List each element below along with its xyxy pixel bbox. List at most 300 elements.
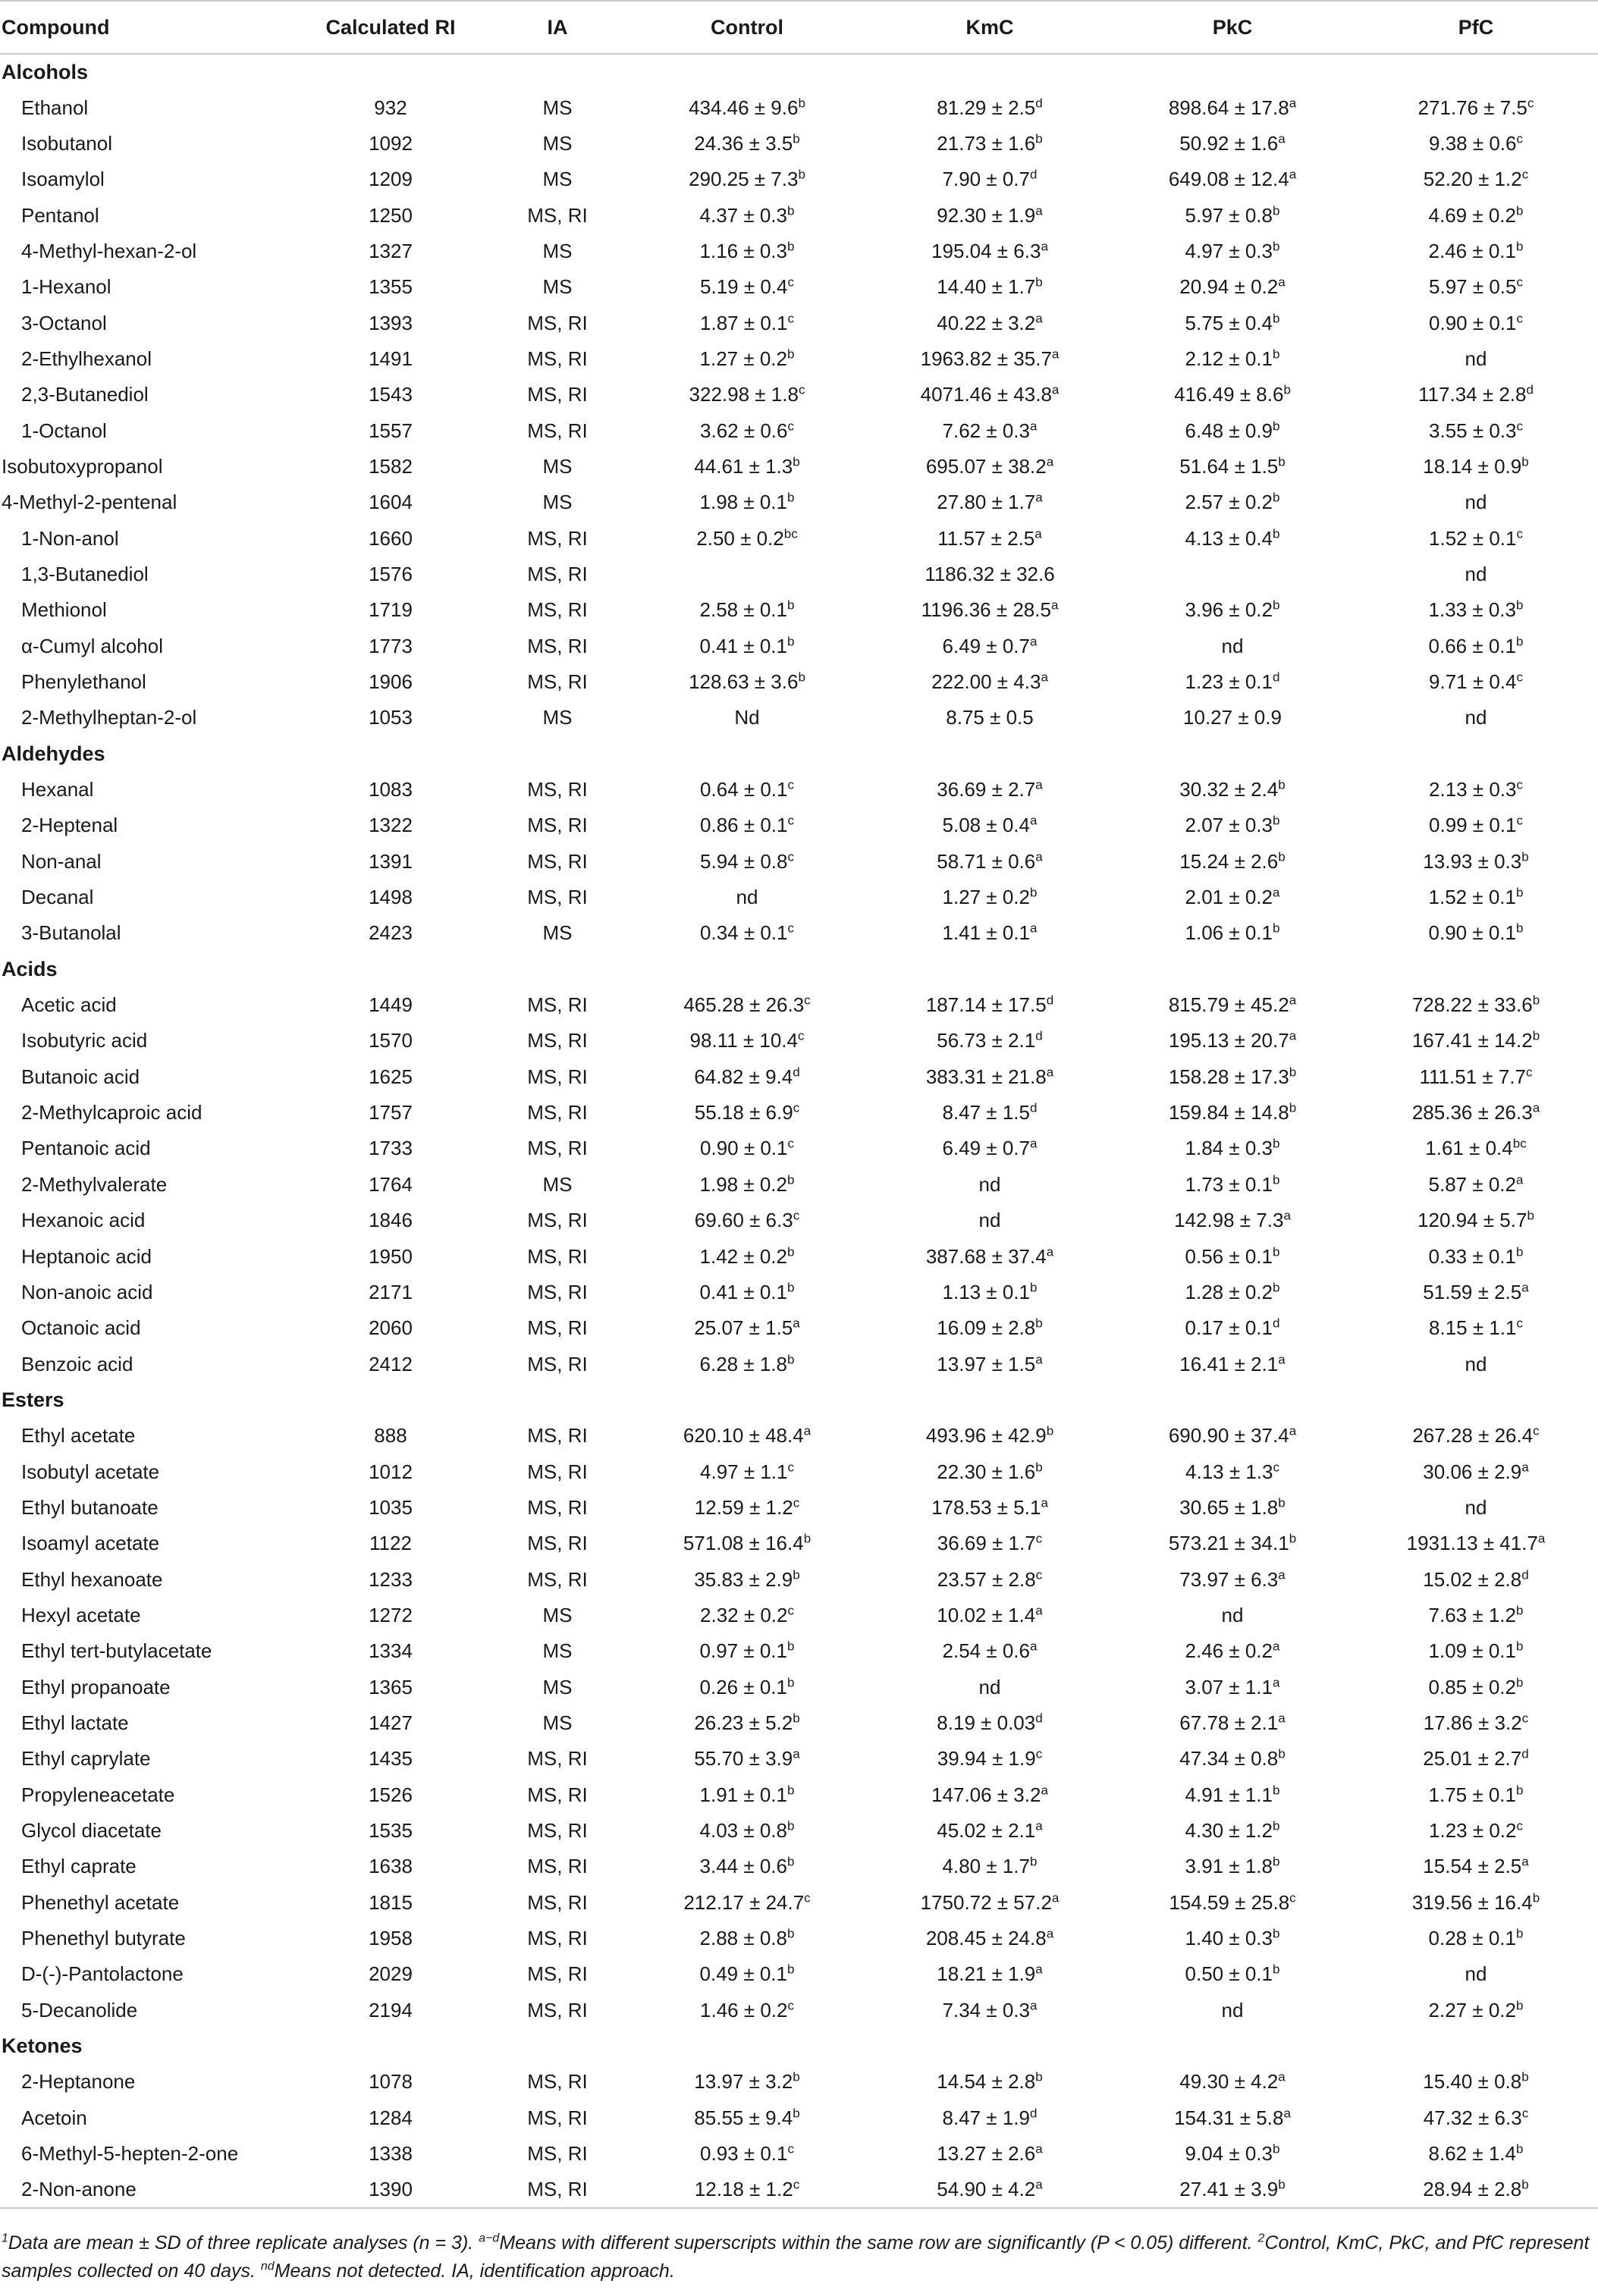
kmc-value-cell bbox=[868, 1059, 1111, 1095]
mean-sd-value: 0.86 ± 0.1 bbox=[700, 814, 788, 837]
mean-sd-value: 0.26 ± 0.1 bbox=[699, 1675, 787, 1698]
compound-name: Phenethyl butyrate bbox=[21, 1927, 186, 1950]
mean-sd-value: 128.63 ± 3.6 bbox=[689, 670, 799, 694]
mean-sd-value: 8.19 ± 0.03 bbox=[937, 1711, 1036, 1734]
mean-sd-value: 4.37 ± 0.3 bbox=[699, 203, 787, 227]
mean-sd-value: 0.34 ± 0.1 bbox=[700, 921, 788, 945]
ia-cell: MS, RI bbox=[527, 1783, 588, 1806]
ia-cell: MS, RI bbox=[489, 2172, 626, 2207]
significance-superscript: b bbox=[787, 202, 795, 218]
control-value-cell bbox=[626, 1059, 868, 1095]
mean-sd-value: nd bbox=[1465, 1352, 1487, 1375]
table-row bbox=[0, 2136, 1598, 2172]
pkc-value-cell bbox=[1111, 1454, 1354, 1489]
mean-sd-value: 5.97 ± 0.5 bbox=[1429, 275, 1517, 299]
significance-superscript: a bbox=[1521, 1280, 1529, 1295]
calculated-ri-cell: 1284 bbox=[369, 2106, 413, 2129]
pfc-value-cell bbox=[1354, 89, 1598, 125]
table-row bbox=[0, 2100, 1598, 2136]
mean-sd-value: 7.34 ± 0.3 bbox=[942, 1998, 1030, 2022]
header-compound: Compound bbox=[0, 1, 292, 54]
mean-sd-value: 4.97 ± 0.3 bbox=[1185, 239, 1273, 262]
footnote-text: Data are mean ± SD of three replicate analyses (n = 3). bbox=[8, 2232, 479, 2254]
kmc-value-cell bbox=[868, 664, 1111, 700]
control-value-cell bbox=[626, 1418, 868, 1454]
ia-cell: MS, RI bbox=[527, 598, 588, 622]
significance-superscript: b bbox=[787, 1351, 795, 1366]
pkc-value-cell bbox=[1111, 1490, 1354, 1526]
pkc-value-cell bbox=[1111, 1741, 1354, 1777]
header-calculated-ri: Calculated RI bbox=[292, 1, 489, 54]
mean-sd-value: 0.90 ± 0.1 bbox=[1429, 311, 1517, 334]
control-value-cell bbox=[626, 2136, 868, 2172]
significance-superscript: a bbox=[1030, 634, 1038, 649]
mean-sd-value: 13.97 ± 3.2 bbox=[694, 2070, 793, 2094]
pkc-value-cell bbox=[1111, 1203, 1354, 1238]
mean-sd-value: 39.94 ± 1.9 bbox=[937, 1747, 1036, 1771]
table-row bbox=[0, 126, 1598, 162]
significance-superscript: b bbox=[787, 1172, 795, 1187]
pkc-value-cell bbox=[1111, 377, 1354, 412]
mean-sd-value: 7.62 ± 0.3 bbox=[942, 419, 1030, 442]
control-value-cell bbox=[626, 1490, 868, 1526]
mean-sd-value: 52.20 ± 1.2 bbox=[1423, 168, 1522, 191]
ia-cell: MS, RI bbox=[527, 1855, 588, 1878]
compound-name: 1-Hexanol bbox=[21, 275, 111, 299]
pfc-value-cell bbox=[1354, 2172, 1598, 2207]
compound-name: 1,3-Butanediol bbox=[21, 562, 149, 585]
pfc-value-cell bbox=[1354, 1705, 1598, 1741]
kmc-value-cell bbox=[868, 234, 1111, 269]
table-row bbox=[0, 1346, 1598, 1382]
mean-sd-value: 8.75 ± 0.5 bbox=[946, 706, 1034, 729]
significance-superscript: b bbox=[1035, 131, 1043, 146]
pkc-value-cell bbox=[1111, 1059, 1354, 1095]
significance-superscript: c bbox=[1526, 1065, 1533, 1080]
mean-sd-value: 1196.36 ± 28.5 bbox=[921, 598, 1051, 622]
table-row bbox=[0, 1956, 1598, 1992]
kmc-value-cell bbox=[868, 305, 1111, 340]
mean-sd-value: 434.46 ± 9.6 bbox=[689, 96, 799, 119]
mean-sd-value: 6.48 ± 0.9 bbox=[1185, 419, 1273, 442]
significance-superscript: c bbox=[787, 813, 794, 828]
compound-name: 4-Methyl-hexan-2-ol bbox=[21, 239, 197, 262]
mean-sd-value: nd bbox=[978, 1675, 1001, 1698]
significance-superscript: a bbox=[1278, 131, 1286, 146]
pfc-value-cell bbox=[1354, 808, 1598, 843]
pfc-value-cell bbox=[1354, 1490, 1598, 1526]
pkc-value-cell bbox=[1111, 1813, 1354, 1849]
calculated-ri-cell: 1393 bbox=[369, 311, 413, 334]
significance-superscript: c bbox=[787, 1603, 794, 1618]
significance-superscript: c bbox=[1521, 1711, 1529, 1726]
compound-name: 4-Methyl-2-pentenal bbox=[2, 491, 177, 514]
significance-superscript: b bbox=[1278, 1746, 1286, 1761]
significance-superscript: c bbox=[1516, 1818, 1523, 1833]
mean-sd-value: 12.18 ± 1.2 bbox=[694, 2177, 793, 2200]
significance-superscript: c bbox=[787, 2141, 794, 2156]
significance-superscript: b bbox=[1035, 1316, 1043, 1331]
calculated-ri-cell: 1012 bbox=[369, 1460, 413, 1483]
pkc-value-cell bbox=[1111, 1238, 1354, 1274]
calculated-ri-cell: 1570 bbox=[369, 1029, 413, 1052]
control-value-cell bbox=[626, 629, 868, 664]
mean-sd-value: 2.50 ± 0.2 bbox=[696, 526, 784, 550]
kmc-value-cell bbox=[868, 2064, 1111, 2100]
mean-sd-value: 2.32 ± 0.2 bbox=[700, 1603, 788, 1626]
significance-superscript: b bbox=[1516, 885, 1524, 900]
mean-sd-value: 1.73 ± 0.1 bbox=[1185, 1172, 1273, 1196]
mean-sd-value: 158.28 ± 17.3 bbox=[1168, 1065, 1289, 1088]
table-row bbox=[0, 162, 1598, 197]
calculated-ri-cell: 2171 bbox=[369, 1280, 413, 1303]
significance-superscript: c bbox=[1516, 1316, 1523, 1331]
control-value-cell bbox=[626, 2100, 868, 2136]
calculated-ri-cell: 1846 bbox=[369, 1209, 413, 1232]
calculated-ri-cell: 1757 bbox=[369, 1101, 413, 1124]
ia-cell: MS bbox=[542, 921, 573, 945]
ia-cell: MS, RI bbox=[527, 1532, 588, 1555]
compound-name: Methionol bbox=[21, 598, 107, 622]
calculated-ri-cell: 1334 bbox=[369, 1639, 413, 1663]
table-row bbox=[0, 664, 1598, 700]
mean-sd-value: 1.16 ± 0.3 bbox=[699, 239, 787, 262]
significance-superscript: b bbox=[1273, 921, 1280, 936]
mean-sd-value: 47.32 ± 6.3 bbox=[1423, 2106, 1522, 2129]
significance-superscript: c bbox=[797, 1028, 805, 1043]
table-row bbox=[0, 1418, 1598, 1454]
pfc-value-cell bbox=[1354, 1095, 1598, 1131]
compound-name: Benzoic acid bbox=[21, 1352, 133, 1375]
calculated-ri-cell: 1391 bbox=[369, 849, 413, 873]
table-row bbox=[0, 197, 1598, 233]
mean-sd-value: nd bbox=[1465, 1495, 1487, 1519]
significance-superscript: c bbox=[798, 382, 805, 397]
table-row bbox=[0, 1526, 1598, 1561]
table-row bbox=[0, 1669, 1598, 1705]
control-value-cell bbox=[626, 808, 868, 843]
significance-superscript: b bbox=[787, 598, 795, 613]
table-row bbox=[0, 1203, 1598, 1238]
category-label: Alcohols bbox=[2, 60, 89, 83]
control-value-cell bbox=[626, 1131, 868, 1166]
significance-superscript: a bbox=[1035, 490, 1043, 505]
significance-superscript: b bbox=[803, 1531, 812, 1546]
significance-superscript: a bbox=[1034, 525, 1042, 541]
mean-sd-value: 85.55 ± 9.4 bbox=[694, 2106, 793, 2129]
mean-sd-value: 1.28 ± 0.2 bbox=[1185, 1280, 1273, 1303]
compound-name: 2-Heptanone bbox=[21, 2070, 136, 2094]
significance-superscript: c bbox=[1516, 418, 1523, 433]
significance-superscript: b bbox=[1273, 1244, 1280, 1259]
control-value-cell bbox=[626, 1956, 868, 1992]
compound-name: Octanoic acid bbox=[21, 1316, 141, 1340]
mean-sd-value: 690.90 ± 37.4 bbox=[1168, 1424, 1289, 1448]
pkc-value-cell bbox=[1111, 197, 1354, 233]
pfc-value-cell bbox=[1354, 520, 1598, 556]
mean-sd-value: 1.09 ± 0.1 bbox=[1428, 1639, 1516, 1663]
pfc-value-cell bbox=[1354, 629, 1598, 664]
kmc-value-cell bbox=[868, 1203, 1111, 1238]
calculated-ri-cell: 1122 bbox=[369, 1532, 412, 1555]
pkc-value-cell bbox=[1111, 592, 1354, 628]
ia-cell: MS bbox=[542, 491, 573, 514]
significance-superscript: a bbox=[1041, 1495, 1048, 1510]
compound-name: Ethyl acetate bbox=[21, 1424, 136, 1448]
ia-cell: MS bbox=[542, 96, 573, 119]
mean-sd-value: 319.56 ± 16.4 bbox=[1411, 1890, 1533, 1914]
table-row bbox=[0, 412, 1598, 448]
ia-cell: MS, RI bbox=[527, 993, 588, 1017]
significance-superscript: a bbox=[1030, 1639, 1038, 1654]
ia-cell: MS, RI bbox=[527, 1460, 588, 1483]
significance-superscript: b bbox=[1278, 849, 1286, 864]
pfc-value-cell bbox=[1354, 1633, 1598, 1669]
control-value-cell bbox=[626, 1921, 868, 1956]
pkc-value-cell bbox=[1111, 412, 1354, 448]
significance-superscript: b bbox=[1273, 525, 1280, 541]
significance-superscript: b bbox=[1532, 1890, 1540, 1905]
mean-sd-value: 2.57 ± 0.2 bbox=[1185, 491, 1273, 514]
significance-superscript: b bbox=[1273, 239, 1280, 254]
significance-superscript: b bbox=[1289, 1531, 1297, 1546]
kmc-value-cell bbox=[868, 449, 1111, 485]
mean-sd-value: 0.41 ± 0.1 bbox=[699, 634, 787, 657]
kmc-value-cell bbox=[868, 197, 1111, 233]
control-value-cell bbox=[626, 2064, 868, 2100]
pkc-value-cell bbox=[1111, 126, 1354, 162]
pkc-value-cell bbox=[1111, 808, 1354, 843]
significance-superscript: a bbox=[1521, 1459, 1529, 1474]
kmc-value-cell bbox=[868, 1633, 1111, 1669]
mean-sd-value: 898.64 ± 17.8 bbox=[1168, 96, 1289, 119]
ia-cell: MS, RI bbox=[527, 1352, 588, 1375]
compound-name: Phenylethanol bbox=[21, 670, 146, 694]
mean-sd-value: 13.93 ± 0.3 bbox=[1423, 849, 1522, 873]
ia-cell: MS, RI bbox=[527, 1998, 588, 2022]
control-value-cell bbox=[626, 1741, 868, 1777]
mean-sd-value: 11.57 ± 2.5 bbox=[937, 526, 1035, 550]
mean-sd-value: 18.14 ± 0.9 bbox=[1423, 454, 1522, 478]
control-value-cell bbox=[626, 664, 868, 700]
mean-sd-value: 2.01 ± 0.2 bbox=[1185, 886, 1273, 909]
calculated-ri-cell: 888 bbox=[374, 1424, 407, 1448]
mean-sd-value: 1.13 ± 0.1 bbox=[942, 1280, 1030, 1303]
significance-superscript: a bbox=[1278, 1711, 1286, 1726]
ia-cell: MS bbox=[542, 1711, 573, 1734]
significance-superscript: a bbox=[1041, 1783, 1048, 1798]
calculated-ri-cell: 1719 bbox=[369, 598, 413, 622]
pfc-value-cell bbox=[1354, 1777, 1598, 1813]
compound-name: D-(-)-Pantolactone bbox=[21, 1962, 184, 1986]
significance-superscript: b bbox=[793, 131, 800, 146]
significance-superscript: b bbox=[1030, 1854, 1038, 1869]
pfc-value-cell bbox=[1354, 700, 1598, 736]
significance-superscript: bc bbox=[783, 525, 798, 541]
pkc-value-cell bbox=[1111, 629, 1354, 664]
mean-sd-value: 4.13 ± 0.4 bbox=[1185, 526, 1273, 550]
significance-superscript: b bbox=[1035, 274, 1043, 290]
calculated-ri-cell: 1449 bbox=[369, 993, 413, 1017]
significance-superscript: c bbox=[1533, 1423, 1540, 1438]
table-body bbox=[0, 54, 1598, 2208]
calculated-ri-cell: 1209 bbox=[369, 168, 413, 191]
significance-superscript: d bbox=[1030, 167, 1038, 182]
mean-sd-value: 3.44 ± 0.6 bbox=[699, 1855, 787, 1878]
significance-superscript: a bbox=[1030, 1136, 1038, 1151]
mean-sd-value: 571.08 ± 16.4 bbox=[683, 1532, 804, 1555]
significance-superscript: b bbox=[787, 1962, 795, 1977]
category-row bbox=[0, 952, 1598, 987]
pfc-value-cell bbox=[1354, 126, 1598, 162]
control-value-cell bbox=[626, 485, 868, 520]
mean-sd-value: nd bbox=[1221, 1603, 1244, 1626]
significance-superscript: a bbox=[1516, 1172, 1524, 1187]
significance-superscript: b bbox=[1273, 2141, 1280, 2156]
kmc-value-cell bbox=[868, 1131, 1111, 1166]
pfc-value-cell bbox=[1354, 557, 1598, 592]
mean-sd-value: 4.69 ± 0.2 bbox=[1428, 203, 1516, 227]
significance-superscript: b bbox=[1273, 418, 1280, 433]
mean-sd-value: 1.06 ± 0.1 bbox=[1185, 921, 1273, 945]
ia-cell: MS, RI bbox=[527, 849, 588, 873]
mean-sd-value: 178.53 ± 5.1 bbox=[931, 1495, 1041, 1519]
control-value-cell bbox=[626, 1454, 868, 1489]
control-value-cell bbox=[626, 915, 868, 951]
calculated-ri-cell: 1625 bbox=[369, 1065, 413, 1088]
mean-sd-value: 25.07 ± 1.5 bbox=[694, 1316, 793, 1340]
significance-superscript: a bbox=[1035, 777, 1043, 792]
mean-sd-value: 0.56 ± 0.1 bbox=[1185, 1244, 1273, 1268]
mean-sd-value: nd bbox=[1465, 562, 1487, 585]
control-value-cell bbox=[626, 1561, 868, 1597]
mean-sd-value: 0.33 ± 0.1 bbox=[1428, 1244, 1516, 1268]
pfc-value-cell bbox=[1354, 412, 1598, 448]
ia-cell: MS, RI bbox=[527, 1101, 588, 1124]
significance-superscript: b bbox=[1516, 2141, 1524, 2156]
significance-superscript: b bbox=[1516, 1639, 1524, 1654]
calculated-ri-cell: 1092 bbox=[369, 131, 413, 155]
pkc-value-cell bbox=[1111, 1633, 1354, 1669]
table-row bbox=[0, 557, 1598, 592]
mean-sd-value: 51.59 ± 2.5 bbox=[1423, 1280, 1522, 1303]
mean-sd-value: 573.21 ± 34.1 bbox=[1168, 1532, 1289, 1555]
table-row bbox=[0, 1131, 1598, 1166]
significance-superscript: b bbox=[1532, 1028, 1540, 1043]
footnote-marker: a−d bbox=[479, 2232, 500, 2245]
compound-name: Butanoic acid bbox=[21, 1065, 140, 1088]
mean-sd-value: 44.61 ± 1.3 bbox=[694, 454, 793, 478]
significance-superscript: c bbox=[1035, 1746, 1043, 1761]
kmc-value-cell bbox=[868, 844, 1111, 880]
kmc-value-cell bbox=[868, 1310, 1111, 1346]
mean-sd-value: 5.87 ± 0.2 bbox=[1428, 1172, 1516, 1196]
calculated-ri-cell: 2194 bbox=[369, 1998, 413, 2022]
significance-superscript: b bbox=[787, 1783, 795, 1798]
pfc-value-cell bbox=[1354, 1813, 1598, 1849]
pfc-value-cell bbox=[1354, 1275, 1598, 1310]
mean-sd-value: 3.55 ± 0.3 bbox=[1429, 419, 1517, 442]
significance-superscript: b bbox=[1516, 1998, 1524, 2013]
control-value-cell bbox=[626, 1885, 868, 1921]
mean-sd-value: 5.97 ± 0.8 bbox=[1185, 203, 1273, 227]
significance-superscript: b bbox=[1273, 1962, 1280, 1977]
mean-sd-value: 69.60 ± 6.3 bbox=[694, 1209, 793, 1232]
ia-cell: MS, RI bbox=[527, 419, 588, 442]
pfc-value-cell bbox=[1354, 987, 1598, 1023]
significance-superscript: c bbox=[1516, 131, 1523, 146]
mean-sd-value: 22.30 ± 1.6 bbox=[937, 1460, 1036, 1483]
ia-cell: MS, RI bbox=[527, 1137, 588, 1160]
pfc-value-cell bbox=[1354, 1921, 1598, 1956]
significance-superscript: b bbox=[787, 1244, 795, 1259]
control-value-cell bbox=[626, 1813, 868, 1849]
pfc-value-cell bbox=[1354, 2100, 1598, 2136]
compound-name: 1-Non-anol bbox=[21, 526, 119, 550]
significance-superscript: c bbox=[1035, 1531, 1043, 1546]
mean-sd-value: 8.15 ± 1.1 bbox=[1429, 1316, 1517, 1340]
compound-name: Isobutanol bbox=[21, 131, 112, 155]
ia-cell: MS, RI bbox=[527, 1029, 588, 1052]
significance-superscript: a bbox=[1030, 921, 1038, 936]
control-value-cell bbox=[626, 162, 868, 197]
mean-sd-value: 30.65 ± 1.8 bbox=[1179, 1495, 1279, 1519]
significance-superscript: a bbox=[1041, 239, 1048, 254]
significance-superscript: c bbox=[804, 1890, 811, 1905]
compound-name: Ethyl tert-butylacetate bbox=[21, 1639, 212, 1663]
mean-sd-value: 73.97 ± 6.3 bbox=[1179, 1567, 1279, 1591]
ia-cell: MS, RI bbox=[527, 1567, 588, 1591]
mean-sd-value: 9.04 ± 0.3 bbox=[1185, 2142, 1273, 2166]
category-label: Aldehydes bbox=[2, 742, 105, 765]
compound-name: Hexanoic acid bbox=[21, 1209, 146, 1232]
mean-sd-value: nd bbox=[1221, 1998, 1244, 2022]
mean-sd-value: 1.61 ± 0.4 bbox=[1425, 1137, 1513, 1160]
calculated-ri-cell: 1764 bbox=[369, 1172, 413, 1196]
table-row bbox=[0, 449, 1598, 485]
pfc-value-cell bbox=[1354, 1023, 1598, 1059]
mean-sd-value: 0.17 ± 0.1 bbox=[1185, 1316, 1273, 1340]
pfc-value-cell bbox=[1354, 1598, 1598, 1633]
significance-superscript: a bbox=[1046, 1065, 1054, 1080]
kmc-value-cell bbox=[868, 629, 1111, 664]
table-row bbox=[0, 1238, 1598, 1274]
table-row bbox=[0, 772, 1598, 808]
calculated-ri-cell: 2029 bbox=[369, 1962, 413, 1986]
significance-superscript: b bbox=[1035, 2069, 1043, 2084]
mean-sd-value: 2.27 ± 0.2 bbox=[1428, 1998, 1516, 2022]
significance-superscript: c bbox=[793, 1495, 800, 1510]
mean-sd-value: 0.97 ± 0.1 bbox=[699, 1639, 787, 1663]
significance-superscript: c bbox=[1527, 95, 1534, 110]
mean-sd-value: nd bbox=[1465, 1962, 1487, 1986]
calculated-ri-cell: 1427 bbox=[369, 1711, 413, 1734]
control-value-cell bbox=[626, 1095, 868, 1131]
significance-superscript: d bbox=[1521, 1567, 1529, 1582]
footnote-text: Means not detected. IA, identification approach. bbox=[274, 2260, 675, 2282]
compound-name: Hexyl acetate bbox=[21, 1603, 141, 1626]
mean-sd-value: 620.10 ± 48.4 bbox=[683, 1424, 804, 1448]
ia-cell: MS, RI bbox=[527, 634, 588, 657]
significance-superscript: c bbox=[793, 1208, 800, 1223]
mean-sd-value: 1.41 ± 0.1 bbox=[942, 921, 1030, 945]
kmc-value-cell bbox=[868, 126, 1111, 162]
significance-superscript: b bbox=[1273, 1136, 1280, 1151]
significance-superscript: c bbox=[1273, 1459, 1279, 1474]
mean-sd-value: 36.69 ± 1.7 bbox=[937, 1532, 1036, 1555]
calculated-ri-cell: 1078 bbox=[369, 2070, 413, 2094]
pfc-value-cell bbox=[1354, 664, 1598, 700]
